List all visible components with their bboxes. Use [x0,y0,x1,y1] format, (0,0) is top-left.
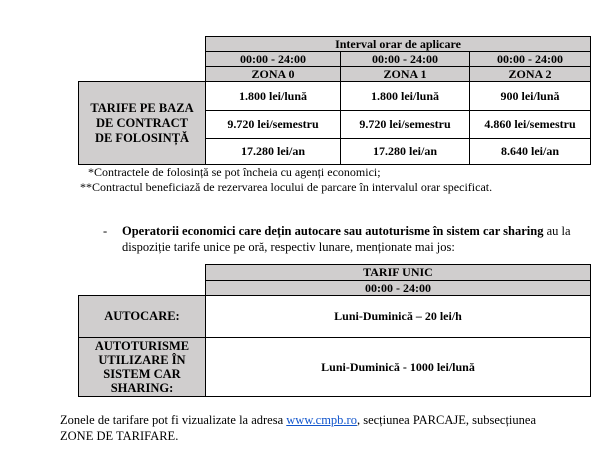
row-label-line: DE FOLOSINȚĂ [94,130,190,145]
table1-cell-semester-zone0 [205,110,341,139]
bullet-rest-text: au la [543,224,571,238]
table2-label-autocare [78,295,206,338]
interval-text: 00:00 - 24:00 [365,280,431,295]
interval-text: 00:00 - 24:00 [497,51,563,66]
table1-zone2-header [469,66,591,82]
interval-text: 00:00 - 24:00 [372,51,438,66]
price-text: 1.800 lei/lună [238,88,307,103]
interval-text: 00:00 - 24:00 [240,51,306,66]
row-label-line: SHARING: [110,381,174,395]
table1-cell-monthly-zone2 [469,81,591,111]
row-label-line: DE CONTRACT [95,115,189,130]
row-label-line: UTILIZARE ÎN [98,353,186,367]
table1-interval-zone1 [340,51,470,67]
row-label-line: SISTEM CAR [103,367,181,381]
price-text: Luni-Duminică - 1000 lei/lună [321,359,475,374]
price-text: Luni-Duminică – 20 lei/h [334,309,462,323]
footnote-reservation: **Contractul beneficiază de rezervarea locului de parcare în intervalul orar specificat. [80,180,493,194]
price-text: 17.280 lei/an [240,144,305,158]
table1-zone0-header [205,66,341,82]
zone-label: ZONA 2 [508,66,552,81]
table1-cell-semester-zone1 [340,110,470,139]
bullet-line2: dispoziție tarife unice pe oră, respectiv lunare, menționate mai jos: [122,240,455,254]
table1-interval-zone2 [469,51,591,67]
row-label-line: AUTOCARE: [104,309,180,323]
table2-header-title [205,264,591,281]
price-text: 9.720 lei/semestru [227,117,319,131]
table1-zone1-header [340,66,470,82]
footer-text-after: , secțiunea PARCAJE, subsecțiunea [356,413,536,427]
table1-cell-monthly-zone0 [205,81,341,111]
table1-cell-yearly-zone1 [340,138,470,165]
bullet-paragraph [122,223,592,255]
footer-paragraph [60,412,600,444]
row-label-line: TARIFE PE BAZA [90,100,194,115]
table1-interval-zone0 [205,51,341,67]
table2-label-car-sharing [78,337,206,397]
bullet-bold-text: Operatorii economici care dețin autocare sau autoturisme în sistem car sharing [122,224,544,238]
table2-interval [205,280,591,296]
table1-cell-yearly-zone0 [205,138,341,165]
price-text: 900 lei/lună [500,88,560,103]
footer-text-before: Zonele de tarifare pot fi vizualizate la adresa [60,413,287,427]
bullet-dash: - [103,224,108,238]
price-text: 17.280 lei/an [372,144,437,158]
footer-line2: ZONE DE TARIFARE. [60,429,179,443]
table1-cell-semester-zone2 [469,110,591,139]
price-text: 8.640 lei/an [500,144,559,158]
table1-cell-monthly-zone1 [340,81,470,111]
table2-value-autocare [205,295,591,338]
table1-row-label [78,81,206,165]
header-title-text: Interval orar de aplicare [335,36,461,51]
price-text: 4.860 lei/semestru [484,117,576,131]
price-text: 1.800 lei/lună [370,88,439,103]
zone-label: ZONA 1 [383,66,427,81]
cmpb-website-link[interactable]: www.cmpb.ro [286,413,357,427]
table2-value-car-sharing [205,337,591,397]
row-label-line: AUTOTURISME [94,339,190,353]
table1-header-title [205,36,591,52]
zone-label: ZONA 0 [251,66,295,81]
table1-cell-yearly-zone2 [469,138,591,165]
header-title-text: TARIF UNIC [363,265,433,279]
price-text: 9.720 lei/semestru [359,117,451,131]
footnote-contracts: *Contractele de folosință se pot încheia cu agenți economici; [88,165,381,179]
